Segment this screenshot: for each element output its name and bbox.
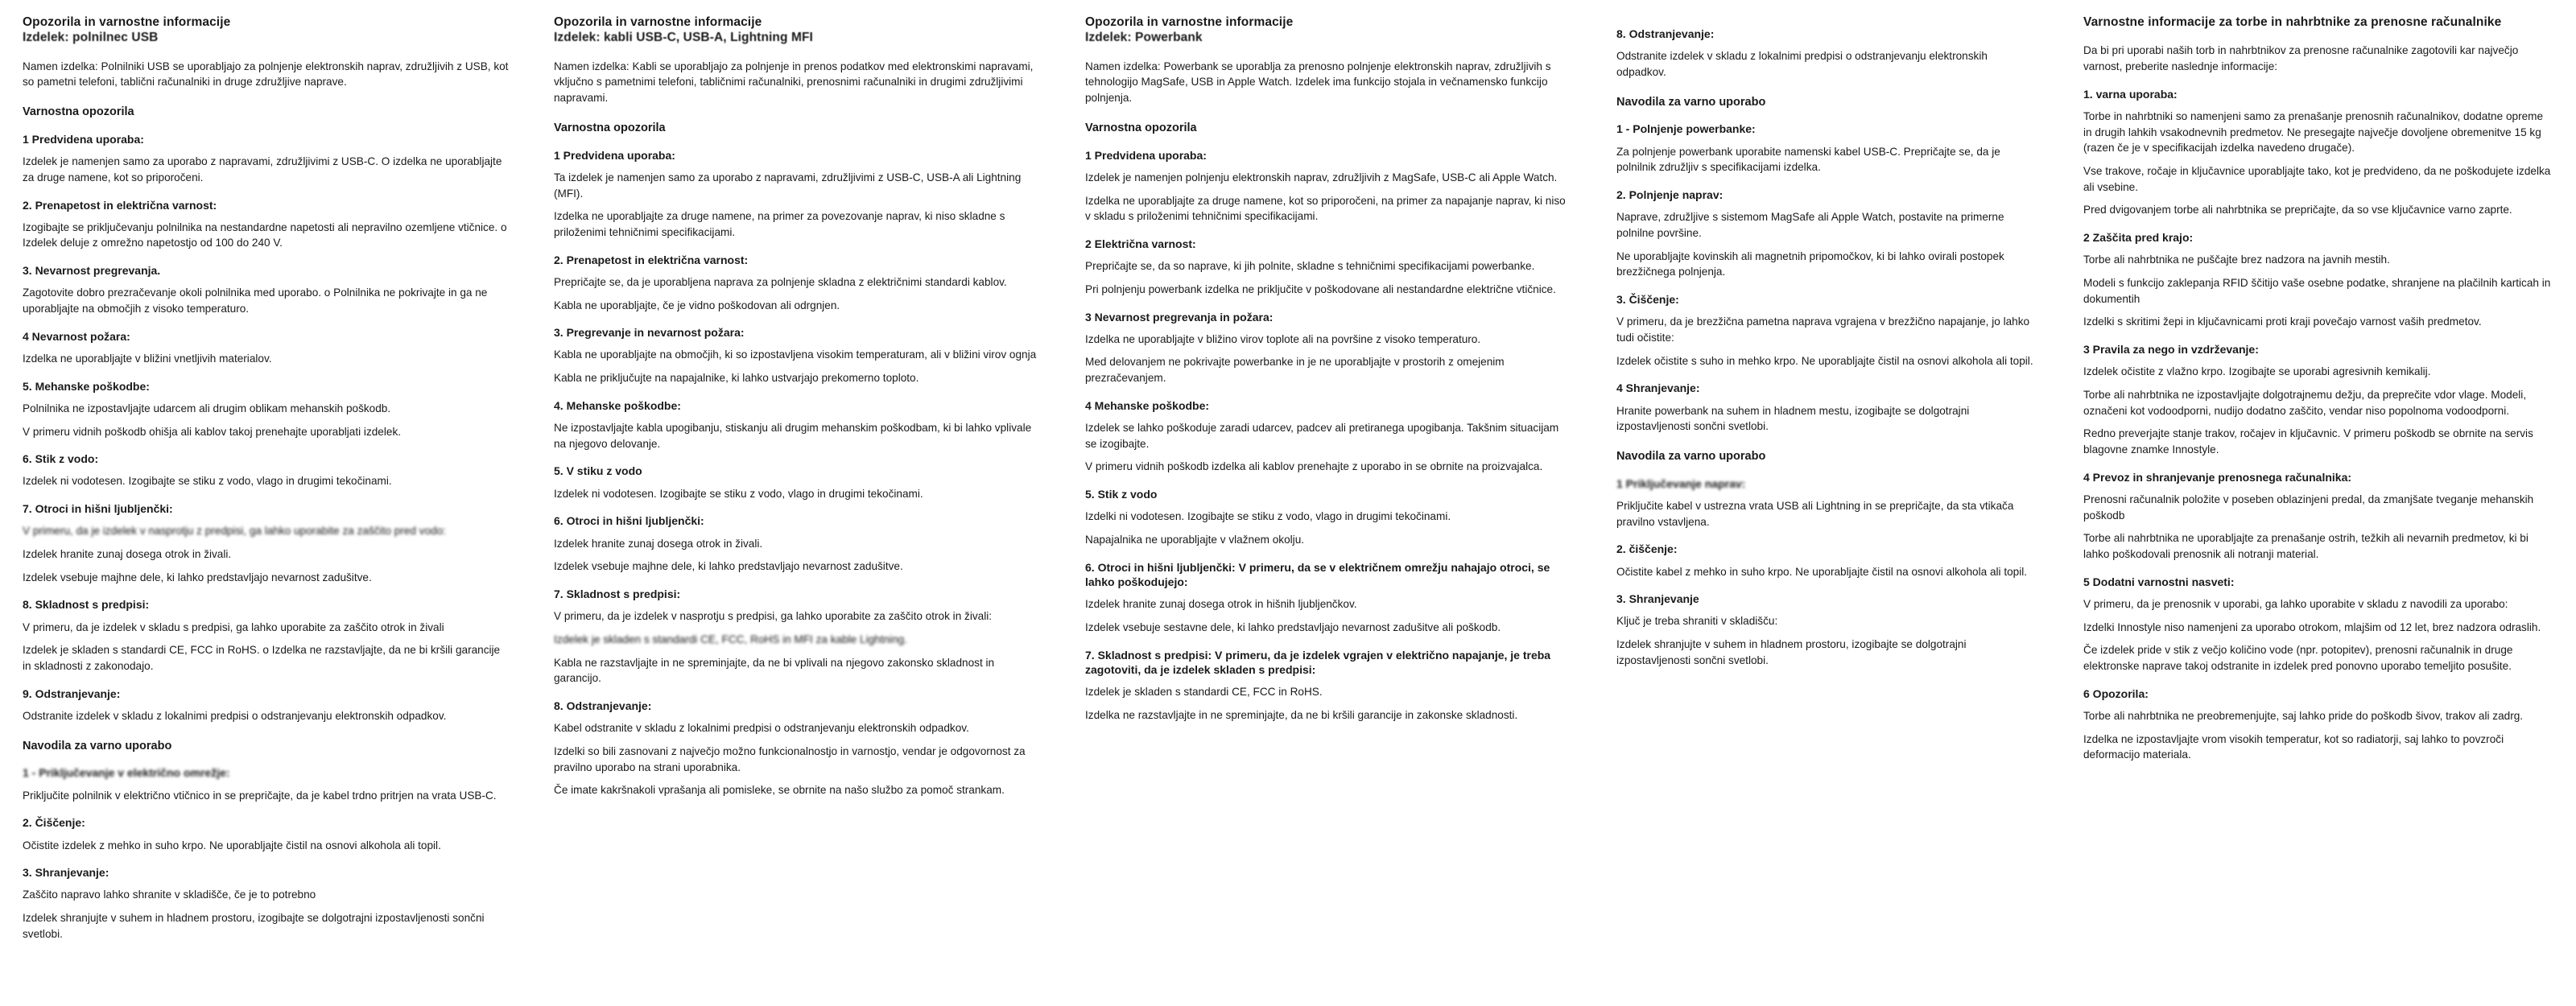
page-title (2083, 14, 2553, 30)
subsection-heading: 4 Shranjevanje: (1616, 381, 1700, 395)
subsection-heading: 9. Odstranjevanje: (23, 686, 121, 700)
paragraph: Priključite kabel v ustrezna vrata USB ali Lightning in se prepričajte, da sta vtikača pravilno vstavljena. (1616, 499, 2014, 528)
page-title (23, 14, 509, 46)
paragraph: Ne izpostavljajte kabla upogibanju, stiskanju ali drugim mehanskim poškodbam, ki bi lahko vplivale na njegovo delovanje. (554, 422, 1032, 450)
paragraph: Izdelek je namenjen polnjenju elektronskih naprav, združljivih z MagSafe, USB-C ali Apple Watch. (1085, 171, 1558, 183)
column-usb-charger (0, 14, 531, 1006)
paragraph: Izdelek hranite zunaj dosega otrok in živali. (23, 548, 232, 561)
paragraph: Izdelek ni vodotesen. Izogibajte se stiku z vodo, vlago in drugimi tekočinami. (23, 475, 392, 488)
paragraph: Izdelki s skritimi žepi in ključavnicami proti kraji povečajo varnost vaših predmetov. (2083, 315, 2482, 328)
column-body (1085, 59, 1571, 724)
subsection-heading: 2 Električna varnost: (1085, 237, 1196, 250)
column-body (554, 59, 1040, 798)
paragraph: Zagotovite dobro prezračevanje okoli polnilnika med uporabo. o Polnilnika ne pokrivajte in ga ne uporabljajte na območjih z visoko temperaturo. (23, 287, 488, 315)
paragraph: Priključite polnilnik v električno vtičnico in se prepričajte, da je kabel trdno pritrjen na vrata USB-C. (23, 789, 497, 802)
paragraph: Torbe in nahrbtniki so namenjeni samo za prenašanje prenosnih računalnikov, dodatne opreme in drugih lahkih vsakodnevnih predmetov. Ne presegajte največje dovoljene obremenitve 15 kg (razen če je v specifikacijah izdelka navedeno drugače). (2083, 109, 2544, 155)
paragraph: Namen izdelka: Polnilniki USB se uporabljajo za polnjenje elektronskih naprav, združljivih z USB, kot so pametni telefoni, tablični računalniki in druge združljive naprave. (23, 60, 509, 89)
paragraph: Med delovanjem ne pokrivajte powerbanke in je ne uporabljajte v prostorih z omejenim prezračevanjem. (1085, 356, 1505, 385)
title-product: Izdelek: Powerbank (1085, 31, 1203, 45)
paragraph: Prepričajte se, da je uporabljena naprava za polnjenje skladna z električnimi standardi kablov. (554, 275, 1007, 288)
paragraph: Torbe ali nahrbtnika ne preobremenjujte, saj lahko pride do poškodb šivov, trakov ali zadrg. (2083, 710, 2524, 723)
subsection-heading: 4 Prevoz in shranjevanje prenosnega računalnika: (2083, 470, 2352, 484)
paragraph: Prepričajte se, da so naprave, ki jih polnite, skladne s tehničnimi specifikacijami powerbanke. (1085, 260, 1535, 273)
paragraph: Izdelki so bili zasnovani z največjo možno funkcionalnostjo in varnostjo, vendar je odgovornost za pravilno uporabo na strani uporabnika. (554, 744, 1026, 773)
section-heading: Varnostna opozorila (23, 105, 134, 119)
subsection-heading: 2 Zaščita pred krajo: (2083, 231, 2194, 245)
paragraph: Kabla ne priključujte na napajalnike, ki lahko ustvarjajo prekomerno toploto. (554, 372, 919, 385)
section-heading: Varnostna opozorila (554, 121, 666, 134)
paragraph: Modeli s funkcijo zaklepanja RFID ščitijo vaše osebne podatke, shranjene na plačilnih karticah in dokumentih (2083, 277, 2551, 305)
subsection-heading: 2. Prenapetost in električna varnost: (554, 253, 749, 266)
column-usage-instructions (1594, 14, 2061, 1006)
paragraph: Ne uporabljajte kovinskih ali magnetnih pripomočkov, ki bi lahko ovirali postopek brezžičnega polnjenja. (1616, 249, 2004, 278)
paragraph: Torbe ali nahrbtnika ne izpostavljajte dolgotrajnemu dežju, da preprečite vdor vlage. Modeli, označeni kot vodoodporni, nudijo dodatno zaščito, vendar niso popolnoma vodoodporni. (2083, 389, 2527, 417)
paragraph: Namen izdelka: Powerbank se uporablja za prenosno polnjenje elektronskih naprav, združljivih s tehnologijo MagSafe, USB in Apple Watch. Izdelek ima funkcijo stojala in večnamensko funkcijo polnjenja. (1085, 60, 1551, 105)
subsection-heading: 3 Nevarnost pregrevanja in požara: (1085, 310, 1274, 324)
paragraph: Če izdelek pride v stik z večjo količino vode (npr. potopitev), prenosni računalnik in druge elektronske naprave takoj odstranite in izdelek pred ponovno uporabo temeljito posušite. (2083, 644, 2513, 673)
paragraph: Izdelek hranite zunaj dosega otrok in hišnih ljubljenčkov. (1085, 598, 1357, 611)
subsection-heading: 3. Shranjevanje: (23, 866, 109, 880)
page-title (554, 14, 1040, 46)
subsection-heading: 3. Pregrevanje in nevarnost požara: (554, 326, 745, 340)
title-main: Opozorila in varnostne informacije (1085, 15, 1294, 29)
subsection-heading: 2. Polnjenje naprav: (1616, 188, 1724, 202)
subsection-heading: 7. Otroci in hišni ljubljenčki: (23, 502, 173, 516)
redacted-text: V primeru, da je izdelek v nasprotju z predpisi, ga lahko uporabite za zaščito pred vodo: (23, 525, 446, 538)
paragraph: Izdelka ne izpostavljajte vrom visokih temperatur, kot so radiatorji, saj lahko to povzroči deformacijo materiala. (2083, 732, 2504, 761)
paragraph: Kabla ne uporabljajte na območjih, ki so izpostavljena visokim temperaturam, ali v bližini virov ognja (554, 348, 1037, 361)
paragraph: Ta izdelek je namenjen samo za uporabo z napravami, združljivimi z USB-C, USB-A ali Lightning (MFI). (554, 171, 1022, 200)
paragraph: Izdelka ne uporabljajte v bližini vnetljivih materialov. (23, 352, 272, 365)
subsection-heading (1616, 476, 2038, 491)
subsection-heading: 8. Odstranjevanje: (554, 699, 652, 712)
paragraph: Izdelek vsebuje sestavne dele, ki lahko predstavljajo nevarnost zadušitve ali poškodb. (1085, 621, 1501, 633)
paragraph (23, 523, 509, 539)
section-heading: Navodila za varno uporabo (1616, 95, 1766, 109)
subsection-heading: 6. Otroci in hišni ljubljenčki: V primeru, da se v električnem omrežju nahajajo otroci, se lahko poškodujejo: (1085, 560, 1550, 588)
redacted-text: 1 - Priključevanje v električno omrežje: (23, 766, 230, 780)
subsection-heading: 4 Mehanske poškodbe: (1085, 398, 1210, 412)
paragraph: Izdelek shranjujte v suhem in hladnem prostoru, izogibajte se dolgotrajni izpostavljenosti sončni svetlobi. (23, 912, 485, 940)
paragraph: Izdelek vsebuje majhne dele, ki lahko predstavljajo nevarnost zadušitve. (23, 571, 372, 583)
paragraph: Izdelek hranite zunaj dosega otrok in živali. (554, 537, 763, 550)
paragraph: Hranite powerbank na suhem in hladnem mestu, izogibajte se dolgotrajni izpostavljenosti sončni svetlobi. (1616, 404, 1970, 433)
column-bags-backpacks (2061, 14, 2576, 1006)
subsection-heading: 3. Shranjevanje (1616, 592, 1699, 606)
paragraph: Za polnjenje powerbank uporabite namenski kabel USB-C. Prepričajte se, da je polnilnik združljiv s specifikacijami izdelka. (1616, 145, 2000, 174)
paragraph: Izdelek je skladen s standardi CE, FCC in RoHS. (1085, 685, 1323, 698)
title-product: Izdelek: kabli USB-C, USB-A, Lightning MFI (554, 31, 813, 45)
column-body (2083, 43, 2553, 763)
paragraph: Napajalnika ne uporabljajte v vlažnem okolju. (1085, 534, 1305, 546)
paragraph: Da bi pri uporabi naših torb in nahrbtnikov za prenosne računalnike zagotovili kar največjo varnost, preberite naslednje informacije: (2083, 44, 2519, 73)
redacted-text: 1 Priključevanje naprav: (1616, 476, 1746, 490)
paragraph: Izdelek se lahko poškoduje zaradi udarcev, padcev ali pretiranega upogibanja. Takšnim situacijam se izogibajte. (1085, 422, 1559, 450)
subsection-heading: 7. Skladnost s predpisi: (554, 587, 681, 600)
section-heading: Varnostna opozorila (1085, 121, 1197, 134)
paragraph: Izdelek je skladen s standardi CE, FCC in RoHS. o Izdelka ne razstavljajte, da ne bi kršili garancije in skladnosti z zakonodajo. (23, 644, 501, 673)
column-body (23, 59, 509, 942)
column-cables (531, 14, 1063, 1006)
paragraph: Izdelek očistite z vlažno krpo. Izogibajte se uporabi agresivnih kemikalij. (2083, 365, 2431, 378)
paragraph: Očistite kabel z mehko in suho krpo. Ne uporabljajte čistil na osnovi alkohola ali topil. (1616, 565, 2028, 578)
paragraph: Izdelki ni vodotesen. Izogibajte se stiku z vodo, vlago in drugimi tekočinami. (1085, 510, 1451, 523)
subsection-heading: 8. Skladnost s predpisi: (23, 598, 150, 612)
paragraph: Ključ je treba shraniti v skladišču: (1616, 615, 1778, 628)
subsection-heading: 6. Stik z vodo: (23, 452, 99, 466)
subsection-heading: 7. Skladnost s predpisi: V primeru, da je izdelek vgrajen v električno napajanje, je treba zagotoviti, da je izdelek skladen s predpisi: (1085, 648, 1551, 676)
subsection-heading: 5. Mehanske poškodbe: (23, 379, 150, 393)
subsection-heading: 6 Opozorila: (2083, 686, 2149, 700)
subsection-heading: 3. Nevarnost pregrevanja. (23, 264, 161, 278)
paragraph (554, 632, 1040, 648)
subsection-heading: 6. Otroci in hišni ljubljenčki: (554, 514, 704, 528)
paragraph: Odstranite izdelek v skladu z lokalnimi predpisi o odstranjevanju elektronskih odpadkov. (1616, 50, 1988, 78)
paragraph: V primeru, da je prenosnik v uporabi, ga lahko uporabite v skladu z navodili za uporabo: (2083, 598, 2508, 611)
paragraph: Izdelka ne razstavljajte in ne spreminjajte, da ne bi kršili garancije in zakonske skladnosti. (1085, 708, 1518, 721)
paragraph: Izdelek je namenjen samo za uporabo z napravami, združljivimi z USB-C. O izdelka ne uporabljajte za druge namene, kot so priporočeni. (23, 155, 502, 183)
redacted-text: Izdelek je skladen s standardi CE, FCC, RoHS in MFI za kable Lightning. (554, 633, 907, 645)
paragraph: Torbe ali nahrbtnika ne puščajte brez nadzora na javnih mestih. (2083, 254, 2390, 266)
subsection-heading: 5 Dodatni varnostni nasveti: (2083, 575, 2235, 588)
paragraph: Izdelka ne uporabljajte v bližino virov toplote ali na površine z visoko temperaturo. (1085, 332, 1481, 345)
page-title (1085, 14, 1571, 46)
paragraph: V primeru vidnih poškodb ohišja ali kablov takoj prenehajte uporabljati izdelek. (23, 425, 402, 438)
paragraph: Kabla ne uporabljajte, če je vidno poškodovan ali odrgnjen. (554, 299, 840, 311)
paragraph: Izdelka ne uporabljajte za druge namene, kot so priporočeni, na primer za napajanje naprav, ki niso v skladu s priloženimi tehničnimi specifikacijami. (1085, 194, 1566, 223)
subsection-heading: 8. Odstranjevanje: (1616, 27, 1715, 40)
paragraph: Polnilnika ne izpostavljajte udarcem ali drugim oblikam mehanskih poškodb. (23, 402, 391, 414)
paragraph: Kabla ne razstavljajte in ne spreminjajte, da ne bi vplivali na njegovo zakonsko skladnost in garancijo. (554, 656, 995, 685)
paragraph: Izdelek ni vodotesen. Izogibajte se stiku z vodo, vlago in drugimi tekočinami. (554, 487, 923, 500)
paragraph: Pri polnjenju powerbank izdelka ne priključite v poškodovane ali nestandardne električne vtičnice. (1085, 282, 1556, 295)
paragraph: Redno preverjajte stanje trakov, ročajev in ključavnic. V primeru poškodb se obrnite na servis blagovne znamke Innostyle. (2083, 427, 2533, 456)
paragraph: Izdelek vsebuje majhne dele, ki lahko predstavljajo nevarnost zadušitve. (554, 560, 903, 573)
subsection-heading: 1 Predvidena uporaba: (1085, 148, 1207, 162)
subsection-heading: 3 Pravila za nego in vzdrževanje: (2083, 343, 2259, 357)
title-main: Opozorila in varnostne informacije (23, 15, 231, 29)
subsection-heading: 1 Predvidena uporaba: (554, 148, 675, 162)
subsection-heading: 4. Mehanske poškodbe: (554, 398, 681, 412)
paragraph: V primeru, da je izdelek v nasprotju s predpisi, ga lahko uporabite za zaščito otrok in živali: (554, 610, 993, 623)
subsection-heading: 1 Predvidena uporaba: (23, 133, 144, 146)
paragraph: Prenosni računalnik položite v poseben oblazinjeni predal, da zmanjšate tveganje mehanskih poškodb (2083, 493, 2534, 522)
paragraph: Kabel odstranite v skladu z lokalnimi predpisi o odstranjevanju elektronskih odpadkov. (554, 722, 969, 735)
subsection-heading: 1. varna uporaba: (2083, 87, 2178, 101)
subsection-heading: 2. Čiščenje: (23, 816, 85, 830)
subsection-heading: 5. Stik z vodo (1085, 488, 1158, 501)
title-product: Izdelek: polnilnec USB (23, 31, 159, 45)
subsection-heading (23, 765, 509, 780)
paragraph: Namen izdelka: Kabli se uporabljajo za polnjenje in prenos podatkov med elektronskimi napravami, vključno s pametnimi telefoni, tabličnimi računalniki, prenosnimi računalniki in drugimi združljivimi napravami. (554, 60, 1034, 105)
subsection-heading: 5. V stiku z vodo (554, 464, 642, 478)
subsection-heading: 4 Nevarnost požara: (23, 329, 130, 343)
paragraph: V primeru, da je brezžična pametna naprava vgrajena v brezžično napajanje, jo lahko tudi očistite: (1616, 315, 2030, 344)
subsection-heading: 2. čiščenje: (1616, 542, 1678, 556)
subsection-heading: 3. Čiščenje: (1616, 293, 1679, 307)
paragraph: Izdelek shranjujte v suhem in hladnem prostoru, izogibajte se dolgotrajni izpostavljenosti sončni svetlobi. (1616, 638, 1967, 666)
paragraph: Očistite izdelek z mehko in suho krpo. Ne uporabljajte čistil na osnovi alkohola ali topil. (23, 839, 441, 851)
paragraph: Odstranite izdelek v skladu z lokalnimi predpisi o odstranjevanju elektronskih odpadkov. (23, 709, 447, 722)
title-main: Opozorila in varnostne informacije (554, 15, 762, 29)
paragraph: Izdelek očistite s suho in mehko krpo. Ne uporabljajte čistil na osnovi alkohola ali topil. (1616, 354, 2033, 367)
paragraph: Izdelka ne uporabljajte za druge namene, na primer za povezovanje naprav, ki niso skladne s priloženimi tehničnimi specifikacijami. (554, 210, 1005, 238)
paragraph: Če imate kakršnakoli vprašanja ali pomisleke, se obrnite na našo službo za pomoč strankam. (554, 784, 1005, 797)
subsection-heading: 1 - Polnjenje powerbanke: (1616, 122, 1756, 136)
section-heading: Navodila za varno uporabo (23, 739, 172, 752)
paragraph: Izogibajte se priključevanju polnilnika na nestandardne napetosti ali nepravilno ozemljene vtičnice. o Izdelek deluje z omrežno napetostjo od 100 do 240 V. (23, 221, 507, 249)
paragraph: Torbe ali nahrbtnika ne uporabljajte za prenašanje ostrih, težkih ali nevarnih predmetov, ki bi lahko poškodovali prenosnik ali notranji material. (2083, 532, 2529, 561)
column-powerbank (1063, 14, 1594, 1006)
title-main: Varnostne informacije za torbe in nahrbtnike za prenosne računalnike (2083, 15, 2502, 29)
column-body (1616, 27, 2038, 669)
paragraph: Zaščito napravo lahko shranite v skladišče, če je to potrebno (23, 888, 316, 901)
subsection-heading: 2. Prenapetost in električna varnost: (23, 198, 217, 212)
paragraph: Naprave, združljive s sistemom MagSafe ali Apple Watch, postavite na primerne polnilne površine. (1616, 211, 2004, 239)
paragraph: Izdelki Innostyle niso namenjeni za uporabo otrokom, mlajšim od 12 let, brez nadzora odraslih. (2083, 621, 2541, 633)
paragraph: Vse trakove, ročaje in ključavnice uporabljajte tako, kot je predvideno, da ne poškodujete izdelka ali vsebine. (2083, 165, 2551, 193)
paragraph: V primeru vidnih poškodb izdelka ali kablov prenehajte z uporabo in se obrnite na proizvajalca. (1085, 460, 1543, 473)
section-heading: Navodila za varno uporabo (1616, 449, 1766, 463)
paragraph: Pred dvigovanjem torbe ali nahrbtnika se prepričajte, da so vse ključavnice varno zaprte. (2083, 204, 2512, 216)
paragraph: V primeru, da je izdelek v skladu s predpisi, ga lahko uporabite za zaščito otrok in živali (23, 621, 444, 633)
